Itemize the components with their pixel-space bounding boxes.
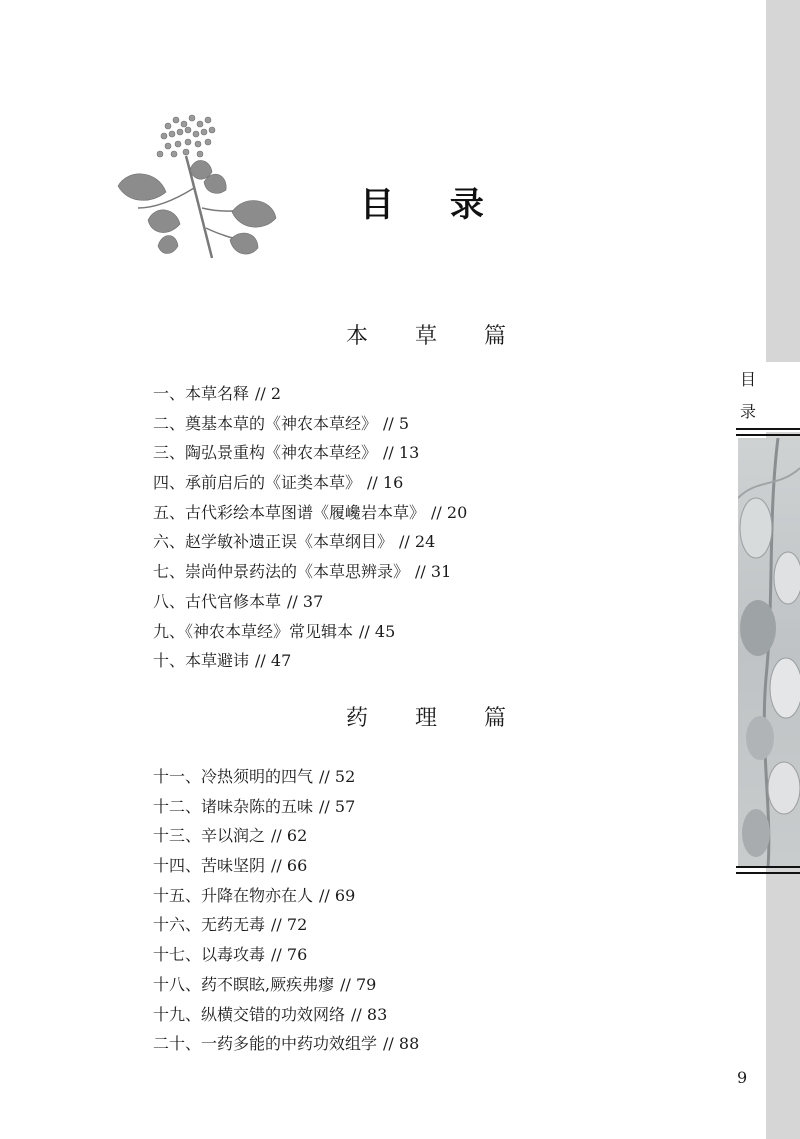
side-rule-top	[736, 428, 800, 430]
toc-entry[interactable]: 五、古代彩绘本草图谱《履巉岩本草》 // 20	[153, 502, 468, 522]
side-label-lu: 录	[740, 402, 757, 421]
toc-entry[interactable]: 十四、苦味坚阴 // 66	[153, 856, 308, 876]
toc-entry[interactable]: 九、《神农本草经》常见辑本 // 45	[153, 621, 396, 641]
side-rule-bottom-inner	[736, 866, 800, 868]
side-label-mu: 目	[740, 370, 757, 389]
toc-entry[interactable]: 八、古代官修本草 // 37	[153, 591, 324, 611]
toc-entry[interactable]: 七、崇尚仲景药法的《本草思辨录》 // 31	[153, 562, 452, 582]
plant-illustration-icon	[108, 108, 288, 273]
flower-illustration-icon	[738, 438, 800, 868]
toc-entry[interactable]: 六、赵学敏补遗正误《本草纲目》 // 24	[153, 532, 436, 552]
section-heading-yaoli: 药 理 篇	[346, 706, 526, 731]
page-number: 9	[737, 1068, 748, 1087]
toc-entry[interactable]: 十一、冷热须明的四气 // 52	[153, 767, 356, 786]
toc-entry[interactable]: 十六、无药无毒 // 72	[153, 915, 308, 935]
toc-entry[interactable]: 十二、诸味杂陈的五味 // 57	[153, 796, 356, 816]
toc-entry[interactable]: 十、本草避讳 // 47	[153, 651, 292, 671]
side-rule-top-inner	[736, 434, 800, 436]
toc-entry[interactable]: 十九、纵横交错的功效网络 // 83	[153, 1004, 388, 1024]
toc-entry[interactable]: 四、承前启后的《证类本草》 // 16	[153, 473, 404, 493]
toc-entry[interactable]: 三、陶弘景重构《神农本草经》 // 13	[153, 443, 420, 463]
toc-entry[interactable]: 十五、升降在物亦在人 // 69	[153, 885, 356, 905]
toc-entry[interactable]: 十八、药不瞑眩,厥疾弗瘳 // 79	[153, 974, 377, 994]
toc-entry[interactable]: 十七、以毒攻毒 // 76	[153, 945, 308, 965]
side-rule-bottom	[736, 872, 800, 874]
toc-entry[interactable]: 十三、辛以润之 // 62	[153, 826, 308, 846]
toc-entry[interactable]: 二十、一药多能的中药功效组学 // 88	[153, 1034, 420, 1054]
toc-list-yaoli	[153, 762, 419, 1059]
section-heading-bencao: 本 草 篇	[346, 324, 526, 349]
toc-list-bencao	[153, 379, 467, 676]
page-title: 目 录	[360, 185, 506, 225]
toc-entry[interactable]: 二、奠基本草的《神农本草经》 // 5	[153, 413, 410, 433]
toc-entry[interactable]: 一、本草名释 // 2	[153, 384, 282, 403]
